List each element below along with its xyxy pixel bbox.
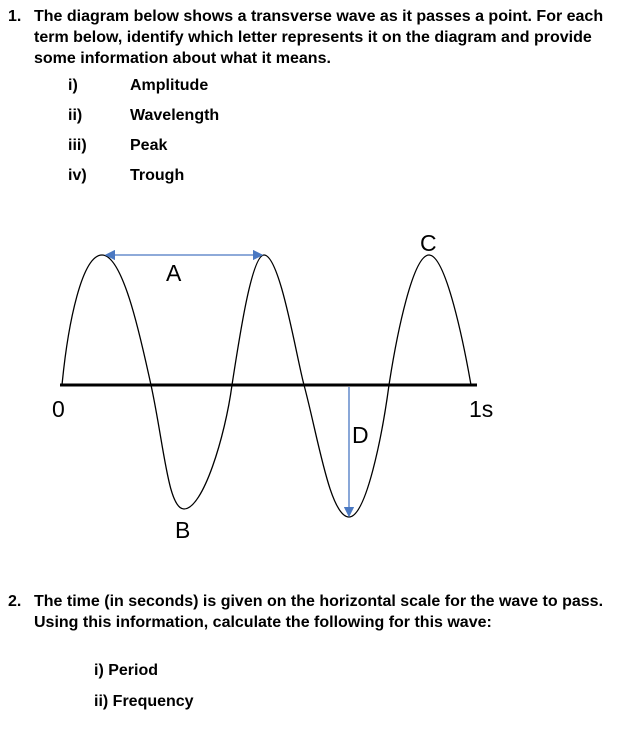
calc-item: ii) Frequency bbox=[94, 693, 194, 710]
question-2-text: The time (in seconds) is given on the horizontal scale for the wave to pass. Using this information, calculate the following for this wave: bbox=[34, 593, 604, 631]
axis-end-label: 1s bbox=[469, 396, 494, 422]
term-numeral: iv) bbox=[68, 167, 87, 184]
question-2-number: 2. bbox=[8, 593, 22, 610]
label-a: A bbox=[166, 260, 182, 286]
term-label: Peak bbox=[130, 137, 168, 154]
wave-svg bbox=[0, 205, 617, 565]
term-label: Trough bbox=[130, 167, 185, 184]
wave-diagram bbox=[0, 205, 617, 565]
term-numeral: iii) bbox=[68, 137, 87, 154]
question-1-number: 1. bbox=[8, 8, 22, 25]
axis-start-label: 0 bbox=[52, 396, 65, 422]
label-c: C bbox=[420, 230, 437, 256]
calc-item: i) Period bbox=[94, 662, 159, 679]
label-b: B bbox=[175, 517, 191, 543]
label-d: D bbox=[352, 422, 369, 448]
term-label: Wavelength bbox=[130, 107, 220, 124]
question-1-text: The diagram below shows a transverse wave as it passes a point. For each term below, identify which letter represents it on the diagram and provide some information about what it means. bbox=[34, 8, 604, 67]
term-label: Amplitude bbox=[130, 77, 209, 94]
term-numeral: i) bbox=[68, 77, 78, 94]
term-numeral: ii) bbox=[68, 107, 83, 124]
